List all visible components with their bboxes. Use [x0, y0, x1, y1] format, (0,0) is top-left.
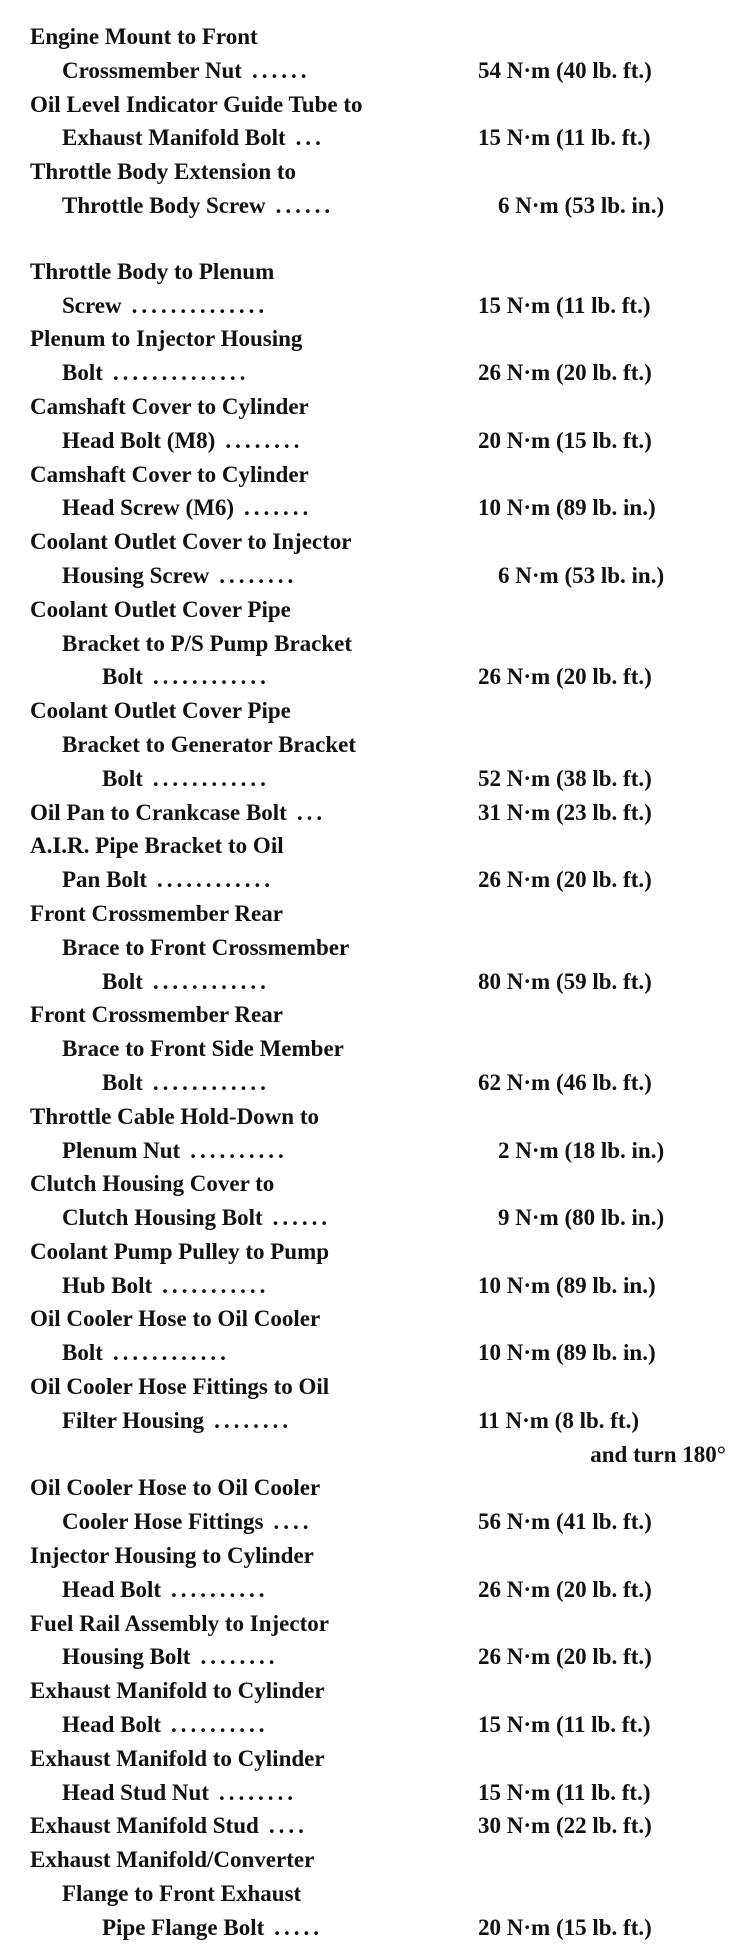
leader-dots: ....	[268, 1813, 308, 1839]
leader-dots: .......	[244, 495, 313, 521]
torque-value: 2 N·m (18 lb. in.)	[498, 1137, 665, 1163]
torque-value: 26 N·m (20 lb. ft.)	[478, 867, 652, 893]
torque-value: 15 N·m (11 lb. ft.)	[478, 125, 651, 151]
spec-description-continuation	[30, 356, 730, 390]
torque-value: 15 N·m (11 lb. ft.)	[478, 1779, 651, 1805]
spec-description-text: Exhaust Manifold to Cylinder	[30, 1678, 325, 1704]
spec-description-continuation	[30, 1640, 730, 1674]
spec-description-text: Head Screw (M6)	[62, 495, 235, 521]
leader-dots: ......	[272, 1205, 332, 1231]
spec-description-line	[30, 796, 730, 830]
spec-description-line	[30, 1607, 730, 1641]
spec-description-text: Exhaust Manifold/Converter	[30, 1847, 315, 1873]
spec-description-text: Filter Housing	[62, 1407, 205, 1433]
torque-value: 26 N·m (20 lb. ft.)	[478, 664, 652, 690]
spec-description-text: Front Crossmember Rear	[30, 900, 283, 926]
leader-dots: ..............	[112, 360, 250, 386]
spec-description-line	[30, 1235, 730, 1269]
torque-value: 26 N·m (20 lb. ft.)	[478, 1576, 652, 1602]
leader-dots: ............	[112, 1340, 230, 1366]
spec-description-line	[30, 1843, 730, 1877]
spec-item	[30, 829, 730, 897]
spec-description-continuation	[30, 121, 730, 155]
spec-description-text: Screw	[62, 292, 122, 318]
spec-item	[30, 1370, 730, 1471]
spec-description-line	[30, 88, 730, 122]
spec-item	[30, 1742, 730, 1810]
spec-description-text: Oil Cooler Hose to Oil Cooler	[30, 1306, 321, 1332]
leader-dots: ..........	[171, 1576, 269, 1602]
spec-item	[30, 88, 730, 156]
leader-dots: ...........	[162, 1272, 270, 1298]
spec-description-continuation	[30, 1573, 730, 1607]
spec-description-line	[30, 458, 730, 492]
spec-description-continuation	[30, 627, 730, 661]
spec-description-text: Camshaft Cover to Cylinder	[30, 461, 309, 487]
spec-description-text: Bolt	[62, 360, 103, 386]
torque-value: 20 N·m (15 lb. ft.)	[478, 1914, 652, 1940]
spec-description-text: Oil Cooler Hose Fittings to Oil	[30, 1374, 330, 1400]
spec-item	[30, 1302, 730, 1370]
torque-value: 62 N·m (46 lb. ft.)	[478, 1069, 652, 1095]
spec-description-text: Bolt	[102, 664, 143, 690]
spec-item	[30, 255, 730, 323]
spec-description-continuation	[30, 1877, 730, 1911]
spec-description-text: Engine Mount to Front	[30, 24, 258, 49]
spec-description-text: Flange to Front Exhaust	[62, 1881, 302, 1907]
torque-value: 20 N·m (15 lb. ft.)	[478, 427, 652, 453]
spec-description-continuation	[30, 289, 730, 323]
spec-description-text: Oil Level Indicator Guide Tube to	[30, 91, 363, 117]
spec-description-line	[30, 593, 730, 627]
spec-description-text: Clutch Housing Bolt	[62, 1205, 263, 1231]
spec-item	[30, 1607, 730, 1675]
torque-value: 6 N·m (53 lb. in.)	[498, 562, 665, 588]
torque-value: 15 N·m (11 lb. ft.)	[478, 292, 651, 318]
spec-item	[30, 20, 730, 88]
spec-description-continuation	[30, 54, 730, 88]
spec-description-continuation	[30, 1066, 730, 1100]
spec-description-text: Bolt	[102, 1069, 143, 1095]
spec-description-text: Bolt	[102, 765, 143, 791]
spec-item	[30, 458, 730, 526]
spec-description-continuation	[30, 762, 730, 796]
leader-dots: ............	[156, 867, 274, 893]
spec-description-text: Exhaust Manifold Bolt	[62, 125, 286, 151]
torque-value: 6 N·m (53 lb. in.)	[498, 192, 665, 218]
torque-value: 54 N·m (40 lb. ft.)	[478, 57, 652, 83]
torque-value: 52 N·m (38 lb. ft.)	[478, 765, 652, 791]
spec-description-text: Front Crossmember Rear	[30, 1002, 283, 1028]
spec-description-line	[30, 1167, 730, 1201]
spec-description-continuation	[30, 1336, 730, 1370]
spec-description-line	[30, 829, 730, 863]
leader-dots: ......	[275, 192, 335, 218]
torque-value: 31 N·m (23 lb. ft.)	[478, 799, 652, 825]
spec-item	[30, 897, 730, 998]
spec-item	[30, 796, 730, 830]
spec-description-text: Pan Bolt	[62, 867, 147, 893]
torque-value: 15 N·m (11 lb. ft.)	[478, 1712, 651, 1738]
spec-description-text: Coolant Pump Pulley to Pump	[30, 1238, 330, 1264]
spec-item	[30, 155, 730, 223]
spec-description-text: Pipe Flange Bolt	[102, 1914, 265, 1940]
spec-description-continuation	[30, 965, 730, 999]
torque-value: 10 N·m (89 lb. in.)	[478, 1272, 656, 1298]
leader-dots: ............	[152, 664, 270, 690]
spec-description-continuation	[30, 660, 730, 694]
spec-description-text: Coolant Outlet Cover Pipe	[30, 698, 291, 724]
spec-description-line	[30, 1809, 730, 1843]
leader-dots: ..............	[131, 292, 269, 318]
spec-item	[30, 1809, 730, 1843]
torque-value: 30 N·m (22 lb. ft.)	[478, 1813, 652, 1839]
spec-description-text: Throttle Body Screw	[62, 192, 266, 218]
spec-item	[30, 1843, 730, 1944]
spec-description-line	[30, 998, 730, 1032]
spec-description-text: Throttle Body to Plenum	[30, 258, 275, 284]
spec-description-continuation	[30, 1134, 730, 1168]
leader-dots: ............	[152, 765, 270, 791]
section-gap	[30, 223, 730, 255]
torque-extra-note: and turn 180°	[590, 1441, 726, 1467]
spec-description-line	[30, 897, 730, 931]
spec-item	[30, 1235, 730, 1303]
leader-dots: ........	[200, 1644, 279, 1670]
spec-description-text: Camshaft Cover to Cylinder	[30, 393, 309, 419]
spec-description-text: Housing Bolt	[62, 1644, 191, 1670]
spec-description-line	[30, 1471, 730, 1505]
leader-dots: .....	[274, 1914, 324, 1940]
spec-description-text: Throttle Body Extension to	[30, 159, 297, 185]
leader-dots: ..........	[171, 1712, 269, 1738]
spec-description-continuation	[30, 559, 730, 593]
spec-description-text: Injector Housing to Cylinder	[30, 1543, 314, 1569]
torque-value: 11 N·m (8 lb. ft.)	[478, 1407, 639, 1433]
spec-description-text: Bracket to Generator Bracket	[62, 731, 357, 757]
spec-description-text: Bolt	[62, 1340, 103, 1366]
spec-item	[30, 390, 730, 458]
spec-description-line	[30, 525, 730, 559]
spec-description-text: Crossmember Nut	[62, 57, 242, 83]
spec-description-continuation	[30, 1201, 730, 1235]
spec-description-text: Housing Screw	[62, 562, 210, 588]
torque-value: 80 N·m (59 lb. ft.)	[478, 968, 652, 994]
spec-description-continuation	[30, 1776, 730, 1810]
leader-dots: ...	[296, 799, 327, 825]
spec-description-text: Head Bolt	[62, 1712, 162, 1738]
spec-description-line	[30, 1302, 730, 1336]
leader-dots: ....	[273, 1509, 313, 1535]
spec-item	[30, 1539, 730, 1607]
spec-description-text: Coolant Outlet Cover to Injector	[30, 529, 352, 555]
torque-value: 9 N·m (80 lb. in.)	[498, 1205, 665, 1231]
spec-description-line	[30, 20, 730, 54]
spec-description-text: Oil Pan to Crankcase Bolt	[30, 799, 287, 825]
spec-description-text: Throttle Cable Hold-Down to	[30, 1103, 319, 1129]
spec-description-text: Plenum to Injector Housing	[30, 326, 303, 352]
leader-dots: ........	[214, 1407, 293, 1433]
spec-description-line	[30, 390, 730, 424]
leader-dots: ........	[225, 427, 304, 453]
spec-description-continuation	[30, 931, 730, 965]
leader-dots: ............	[152, 1069, 270, 1095]
spec-description-text: Bracket to P/S Pump Bracket	[62, 630, 353, 656]
spec-item	[30, 1674, 730, 1742]
spec-description-line	[30, 322, 730, 356]
spec-description-line	[30, 1100, 730, 1134]
spec-item	[30, 1100, 730, 1168]
leader-dots: ............	[152, 968, 270, 994]
torque-spec-list	[30, 20, 730, 1945]
torque-value: 10 N·m (89 lb. in.)	[478, 495, 656, 521]
leader-dots: ...	[295, 125, 325, 151]
spec-description-text: Brace to Front Crossmember	[62, 934, 350, 960]
spec-item	[30, 525, 730, 593]
spec-description-continuation	[30, 491, 730, 525]
spec-item	[30, 1471, 730, 1539]
spec-description-continuation	[30, 1032, 730, 1066]
spec-description-continuation	[30, 1505, 730, 1539]
leader-dots: ........	[218, 1779, 297, 1805]
torque-value: 56 N·m (41 lb. ft.)	[478, 1509, 652, 1535]
spec-item	[30, 322, 730, 390]
spec-item	[30, 593, 730, 694]
spec-description-line	[30, 1674, 730, 1708]
spec-item	[30, 1167, 730, 1235]
spec-description-text: Coolant Outlet Cover Pipe	[30, 596, 291, 622]
spec-description-continuation	[30, 189, 730, 223]
spec-description-continuation	[30, 1404, 730, 1438]
spec-description-continuation	[30, 863, 730, 897]
spec-description-line	[30, 1539, 730, 1573]
torque-value: 10 N·m (89 lb. in.)	[478, 1340, 656, 1366]
spec-item	[30, 998, 730, 1099]
spec-description-text: Cooler Hose Fittings	[62, 1509, 264, 1535]
spec-description-line	[30, 1370, 730, 1404]
spec-description-continuation	[30, 424, 730, 458]
spec-description-line	[30, 694, 730, 728]
spec-description-text: Clutch Housing Cover to	[30, 1171, 275, 1197]
spec-description-text: Head Stud Nut	[62, 1779, 209, 1805]
leader-dots: ......	[251, 57, 311, 83]
spec-description-text: A.I.R. Pipe Bracket to Oil	[30, 833, 284, 859]
spec-description-line	[30, 1742, 730, 1776]
spec-description-text: Bolt	[102, 968, 143, 994]
spec-description-text: Head Bolt	[62, 1576, 162, 1602]
torque-value: 26 N·m (20 lb. ft.)	[478, 360, 652, 386]
spec-description-line	[30, 155, 730, 189]
spec-description-continuation	[30, 728, 730, 762]
torque-value: 26 N·m (20 lb. ft.)	[478, 1644, 652, 1670]
spec-description-text: Hub Bolt	[62, 1272, 153, 1298]
spec-description-text: Exhaust Manifold to Cylinder	[30, 1745, 325, 1771]
spec-description-continuation	[30, 1911, 730, 1945]
spec-description-text: Oil Cooler Hose to Oil Cooler	[30, 1475, 321, 1501]
spec-description-text: Exhaust Manifold Stud	[30, 1813, 259, 1839]
spec-item	[30, 694, 730, 795]
spec-description-continuation	[30, 1708, 730, 1742]
leader-dots: ..........	[190, 1137, 288, 1163]
spec-description-line	[30, 255, 730, 289]
spec-description-text: Brace to Front Side Member	[62, 1036, 344, 1062]
spec-description-text: Fuel Rail Assembly to Injector	[30, 1610, 329, 1636]
spec-description-continuation	[30, 1269, 730, 1303]
spec-description-text: Plenum Nut	[62, 1137, 181, 1163]
leader-dots: ........	[219, 562, 298, 588]
spec-description-text: Head Bolt (M8)	[62, 427, 216, 453]
